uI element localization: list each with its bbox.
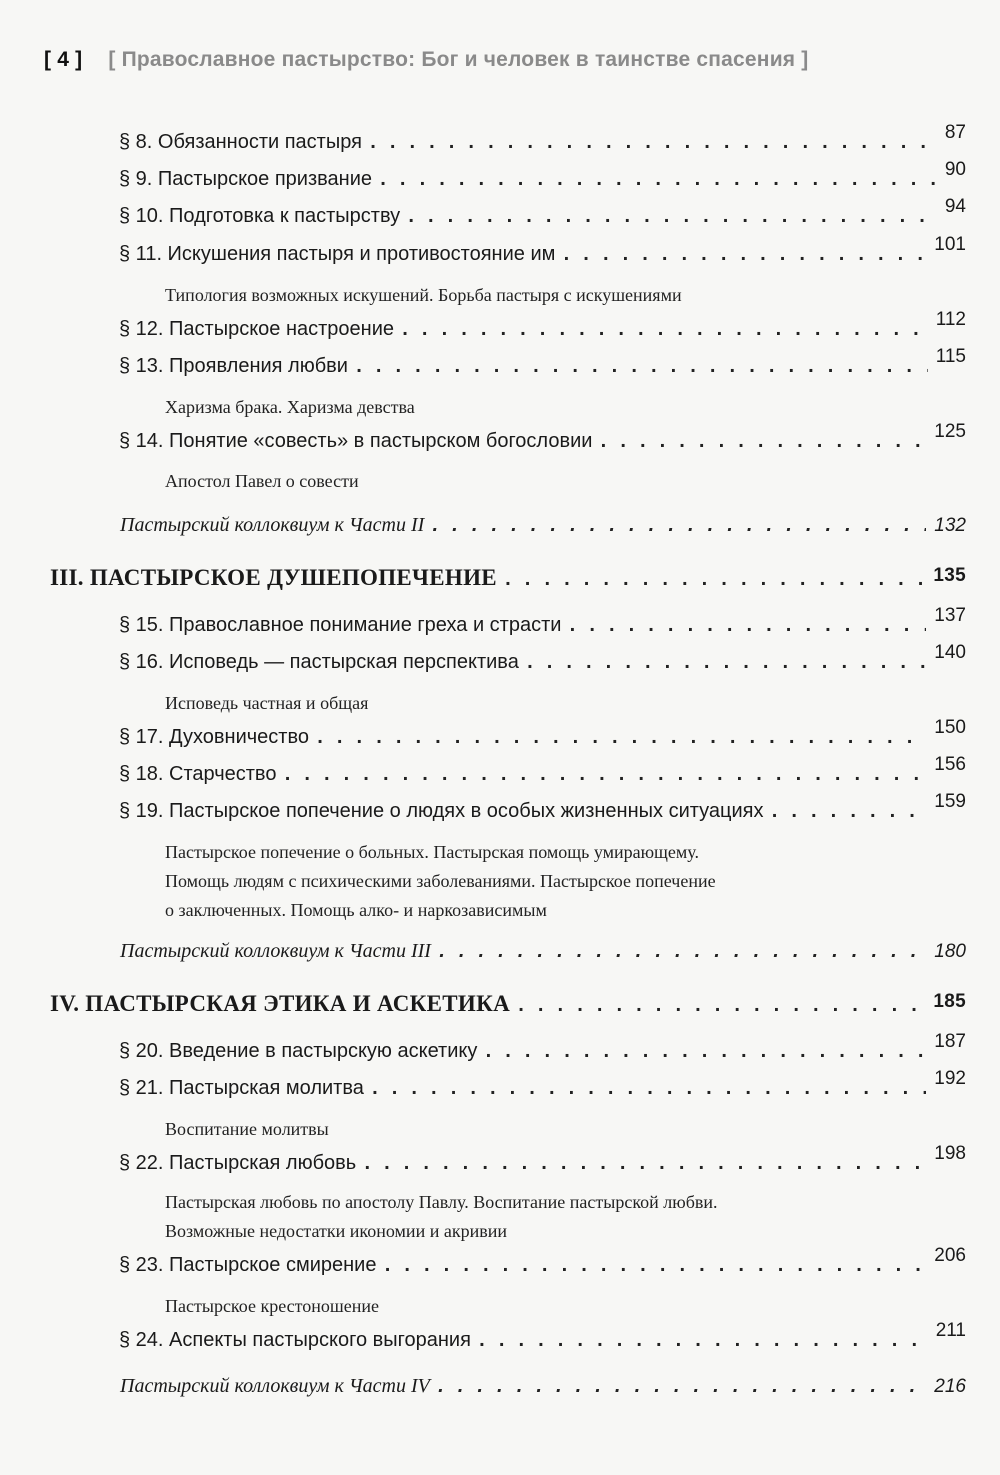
dot-leader: [408, 205, 937, 229]
toc-subtopics: Харизма брака. Харизма девства: [165, 397, 415, 417]
dot-leader: [771, 800, 926, 824]
dot-leader: [600, 430, 926, 454]
entry-page: 115: [935, 346, 966, 367]
entry-title: § 13. Проявления любви: [119, 355, 348, 377]
entry-page: 206: [934, 1245, 966, 1266]
dot-leader: [505, 565, 925, 593]
entry-title: § 22. Пастырская любовь: [119, 1152, 357, 1174]
toc-entry: [119, 717, 966, 750]
entry-title: § 17. Духовничество: [119, 726, 309, 748]
subtopic-line: Возможные недостатки икономии и акривии: [165, 1221, 507, 1241]
dot-leader: [317, 726, 926, 750]
toc-entry: [119, 196, 966, 229]
entry-title: § 9. Пастырское призвание: [119, 168, 373, 190]
entry-title: § 18. Старчество: [119, 763, 277, 785]
entry-title: Пастырский коллоквиум к Части IV: [120, 1375, 430, 1397]
entry-page: 185: [933, 991, 966, 1012]
toc-entry: [119, 1143, 966, 1176]
toc-entry: [119, 1068, 966, 1101]
entry-page: 140: [934, 642, 966, 663]
toc-subtopics: [165, 1188, 865, 1246]
entry-page: 101: [934, 234, 966, 255]
entry-title: Пастырский коллоквиум к Части III: [120, 940, 431, 962]
dot-leader: [402, 318, 928, 342]
toc-subtopics: Апостол Павел о совести: [165, 471, 359, 491]
dot-leader: [438, 1375, 926, 1399]
entry-page: 216: [934, 1376, 966, 1397]
toc-entry: [119, 605, 966, 638]
toc-entry: [119, 1245, 966, 1278]
entry-title: § 8. Обязанности пастыря: [119, 131, 362, 153]
running-title: [ Православное пастырство: Бог и человек в таинстве спасения ]: [108, 48, 809, 71]
entry-page: 137: [934, 605, 966, 626]
entry-title: § 11. Искушения пастыря и противостояние им: [119, 243, 556, 265]
entry-page: 187: [934, 1031, 966, 1052]
toc-entry: [119, 754, 966, 787]
entry-title: § 16. Исповедь — пастырская перспектива: [119, 651, 519, 673]
part-title: III. ПАСТЫРСКОЕ ДУШЕПОПЕЧЕНИЕ: [50, 565, 497, 590]
colloquium-entry: [120, 940, 966, 964]
toc-subtopics: [165, 838, 865, 925]
dot-leader: [356, 355, 928, 379]
entry-page: 198: [934, 1143, 966, 1164]
toc-subtopics: Исповедь частная и общая: [165, 693, 369, 713]
toc-entry: [119, 234, 966, 267]
part-heading: [50, 991, 966, 1019]
entry-title: § 12. Пастырское настроение: [119, 318, 395, 340]
dot-leader: [485, 1040, 926, 1064]
entry-title: § 15. Православное понимание греха и страсти: [119, 614, 562, 636]
dot-leader: [370, 131, 937, 155]
toc-subtopics: Типология возможных искушений. Борьба пастыря с искушениями: [165, 285, 682, 305]
entry-title: § 20. Введение в пастырскую аскетику: [119, 1040, 478, 1062]
toc-entry: [119, 1320, 966, 1353]
entry-page: 125: [934, 421, 966, 442]
toc-entry: [119, 159, 966, 192]
dot-leader: [384, 1254, 926, 1278]
entry-page: 132: [934, 515, 966, 536]
entry-title: Пастырский коллоквиум к Части II: [120, 514, 425, 536]
entry-page: 150: [934, 717, 966, 738]
dot-leader: [439, 940, 926, 964]
entry-title: § 24. Аспекты пастырского выгорания: [119, 1329, 471, 1351]
entry-page: 90: [944, 159, 966, 180]
dot-leader: [284, 763, 926, 787]
part-title: IV. ПАСТЫРСКАЯ ЭТИКА И АСКЕТИКА: [50, 991, 510, 1016]
dot-leader: [569, 614, 926, 638]
toc-entry: [119, 791, 966, 824]
dot-leader: [364, 1152, 926, 1176]
entry-page: 211: [935, 1320, 966, 1341]
subtopic-line: Пастырская любовь по апостолу Павлу. Воспитание пастырской любви.: [165, 1192, 718, 1212]
toc-entry: [119, 421, 966, 454]
subtopic-line: Пастырское попечение о больных. Пастырская помощь умирающему.: [165, 842, 699, 862]
toc-entry: [119, 122, 966, 155]
entry-page: 159: [934, 791, 966, 812]
toc-entry: [119, 642, 966, 675]
toc-entry: [119, 346, 966, 379]
colloquium-entry: [120, 1375, 966, 1399]
entry-page: 156: [934, 754, 966, 775]
subtopic-line: Помощь людям с психическими заболеваниями. Пастырское попечение: [165, 871, 716, 891]
dot-leader: [563, 243, 926, 267]
entry-title: § 14. Понятие «совесть» в пастырском богословии: [119, 430, 593, 452]
entry-page: 135: [933, 565, 966, 586]
dot-leader: [518, 991, 925, 1019]
entry-page: 94: [944, 196, 966, 217]
entry-page: 180: [934, 941, 966, 962]
entry-title: § 21. Пастырская молитва: [119, 1077, 364, 1099]
entry-page: 192: [934, 1068, 966, 1089]
dot-leader: [372, 1077, 926, 1101]
toc-subtopics: Пастырское крестоношение: [165, 1296, 380, 1316]
part-heading: [50, 565, 966, 593]
entry-page: 112: [935, 309, 966, 330]
dot-leader: [380, 168, 937, 192]
dot-leader: [479, 1329, 928, 1353]
toc-subtopics: Воспитание молитвы: [165, 1119, 329, 1139]
entry-title: § 19. Пастырское попечение о людях в особых жизненных ситуациях: [119, 800, 764, 822]
toc-entry: [119, 309, 966, 342]
page-number: [ 4 ]: [44, 48, 83, 71]
toc-entry: [119, 1031, 966, 1064]
dot-leader: [432, 514, 926, 538]
colloquium-entry: [120, 514, 966, 538]
subtopic-line: о заключенных. Помощь алко- и наркозависимым: [165, 900, 547, 920]
entry-title: § 23. Пастырское смирение: [119, 1254, 377, 1276]
entry-page: 87: [944, 122, 966, 143]
entry-title: § 10. Подготовка к пастырству: [119, 205, 401, 227]
dot-leader: [527, 651, 926, 675]
